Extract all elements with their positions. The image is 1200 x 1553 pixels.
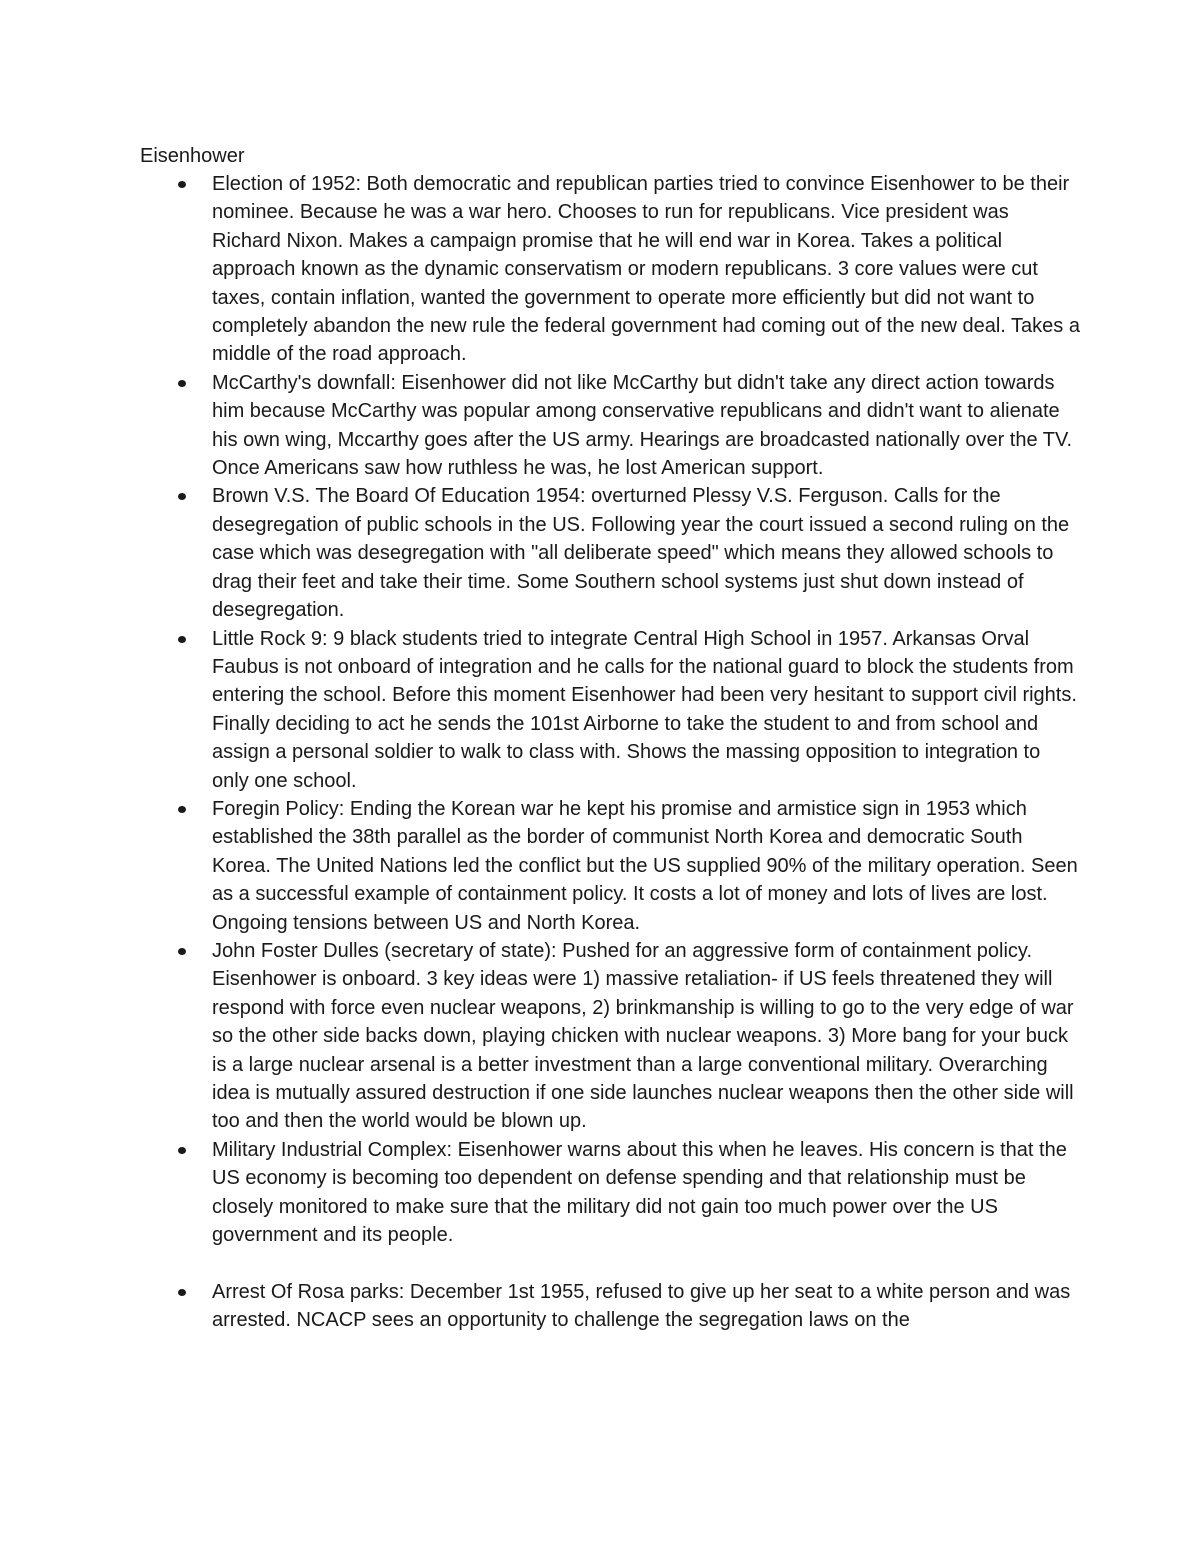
- notes-bullet-list: [140, 170, 1080, 1335]
- bullet-dot-icon: [178, 380, 186, 387]
- list-item-military-industrial-complex: [140, 1136, 1080, 1250]
- list-item-foreign-policy: [140, 795, 1080, 937]
- list-item-text: Brown V.S. The Board Of Education 1954: overturned Plessy V.S. Ferguson. Calls for the desegregation of public schools in the US. Following year the court issued a second ruling on the case which was desegregation with "all deliberate speed" which means they allowed schools to drag their feet and take their time. Some Southern school systems just shut down instead of desegregation.: [212, 485, 1070, 622]
- bullet-dot-icon: [178, 493, 186, 500]
- list-item-rosa-parks: [140, 1278, 1080, 1335]
- list-item-text: John Foster Dulles (secretary of state): Pushed for an aggressive form of containment policy. Eisenhower is onboard. 3 key ideas were 1) massive retaliation- if US feels threatened they will respond with force even nuclear weapons, 2) brinkmanship is willing to go to the very edge of war so the other side backs down, playing chicken with nuclear weapons. 3) More bang for your buck is a large nuclear arsenal is a better investment than a large conventional military. Overarching idea is mutually assured destruction if one side launches nuclear weapons then the other side will too and then the world would be blown up.: [212, 939, 1074, 1133]
- list-item-text: McCarthy's downfall: Eisenhower did not like McCarthy but didn't take any direct action towards him because McCarthy was popular among conservative republicans and didn't want to alienate his own wing, Mccarthy goes after the US army. Hearings are broadcasted nationally over the TV. Once Americans saw how ruthless he was, he lost American support.: [212, 371, 1073, 480]
- bullet-dot-icon: [178, 806, 186, 813]
- list-item-text: Little Rock 9: 9 black students tried to integrate Central High School in 1957. Arkansas Orval Faubus is not onboard of integration and he calls for the national guard to block the students from entering the school. Before this moment Eisenhower had been very hesitant to support civil rights. Finally deciding to act he sends the 101st Airborne to take the student to and from school and assign a personal soldier to walk to class with. Shows the massing opposition to integration to only one school.: [212, 627, 1077, 792]
- bullet-dot-icon: [178, 948, 186, 955]
- list-item-election-1952: [140, 170, 1080, 369]
- document-title: Eisenhower: [140, 145, 245, 167]
- list-item-brown-v-board: [140, 482, 1080, 624]
- list-item-text: Election of 1952: Both democratic and republican parties tried to convince Eisenhower to be their nominee. Because he was a war hero. Chooses to run for republicans. Vice president was Richard Nixon. Makes a campaign promise that he will end war in Korea. Takes a political approach known as the dynamic conservatism or modern republicans. 3 core values were cut taxes, contain inflation, wanted the government to operate more efficiently but did not want to completely abandon the new rule the federal government had coming out of the new deal. Takes a middle of the road approach.: [212, 173, 1080, 366]
- list-item-text: Arrest Of Rosa parks: December 1st 1955, refused to give up her seat to a white person and was arrested. NCACP sees an opportunity to challenge the segregation laws on the: [212, 1280, 1071, 1332]
- list-item-text: Foregin Policy: Ending the Korean war he kept his promise and armistice sign in 1953 which established the 38th parallel as the border of communist North Korea and democratic South Korea. The United Nations led the conflict but the US supplied 90% of the military operation. Seen as a successful example of containment policy. It costs a lot of money and lots of lives are lost. Ongoing tensions between US and North Korea.: [212, 797, 1078, 934]
- list-item-text: Military Industrial Complex: Eisenhower warns about this when he leaves. His concern is that the US economy is becoming too dependent on defense spending and that relationship must be closely monitored to make sure that the military did not gain too much power over the US government and its people.: [212, 1138, 1067, 1247]
- list-item-mccarthy-downfall: [140, 369, 1080, 483]
- list-item-little-rock-9: [140, 625, 1080, 795]
- list-item-john-foster-dulles: [140, 937, 1080, 1136]
- bullet-dot-icon: [178, 1147, 186, 1154]
- bullet-dot-icon: [178, 181, 186, 188]
- bullet-dot-icon: [178, 636, 186, 643]
- bullet-dot-icon: [178, 1289, 186, 1296]
